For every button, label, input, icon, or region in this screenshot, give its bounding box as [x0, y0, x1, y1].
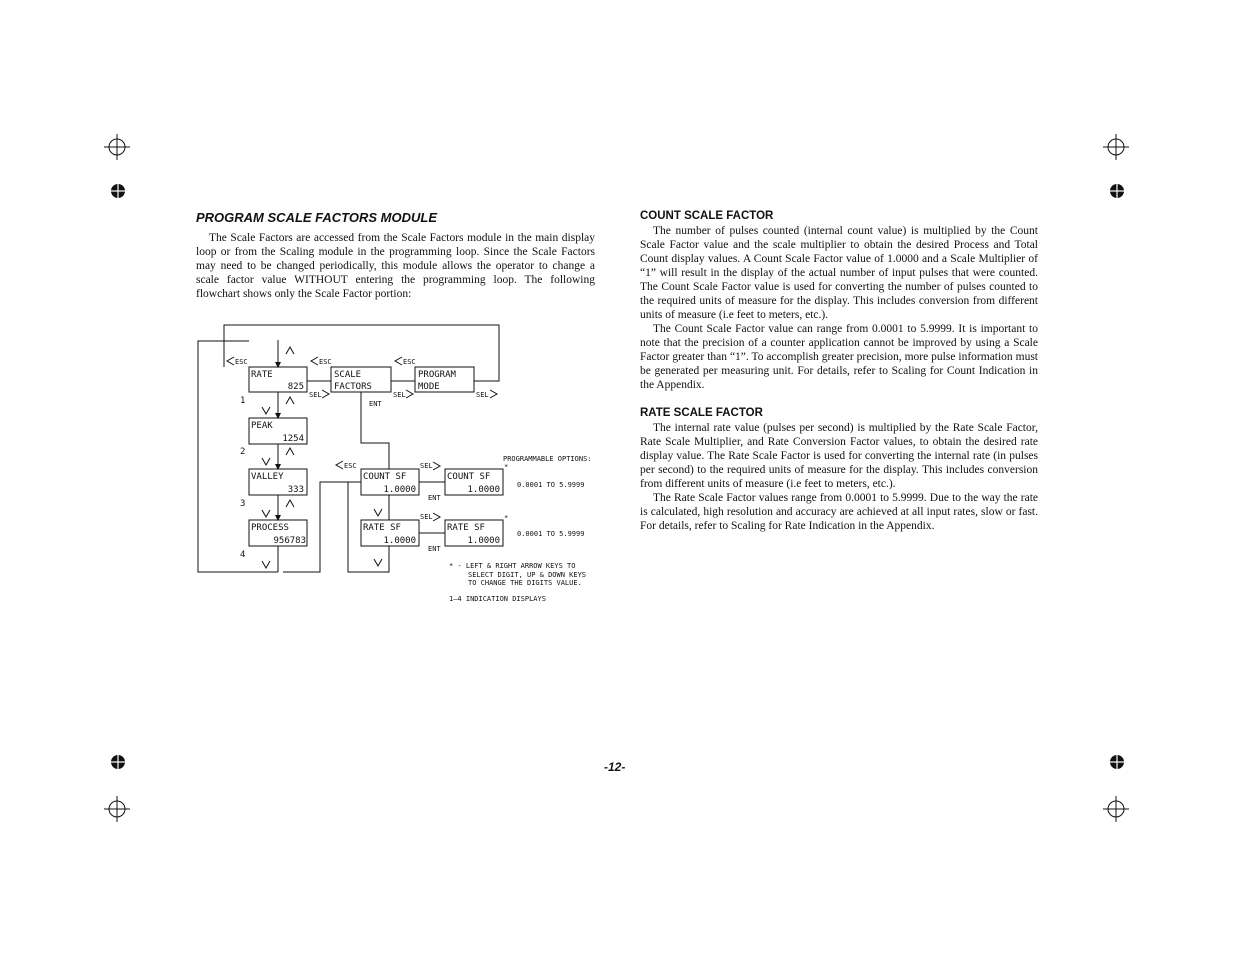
- esc-key-label: ESC: [235, 358, 248, 366]
- count-sf-edit-value: 1.0000: [467, 485, 500, 495]
- ent-key-label: ENT: [369, 400, 382, 408]
- registration-dot-top-right: [1109, 183, 1125, 199]
- display-number-2: 2: [240, 447, 246, 457]
- down-chevron-icon: [374, 559, 382, 566]
- process-label: PROCESS: [251, 523, 289, 533]
- mode-label: MODE: [418, 382, 440, 392]
- sel-key-label: SEL: [420, 462, 433, 470]
- up-chevron-icon: [286, 347, 294, 354]
- scale-factor-flowchart: [190, 318, 610, 610]
- count-range-label: 0.0001 TO 5.9999: [517, 481, 585, 489]
- count-paragraph-2: The Count Scale Factor value can range from 0.0001 to 5.9999. It is important to note that the precision of a counter application cannot be improved by using a Scale Factor greater than “1”. To accomplish greater precision, more pulse information must be generated per measuring unit. For details, refer to Scaling for Count Indication in the Appendix.: [640, 323, 1038, 391]
- right-chevron-icon: [322, 390, 329, 398]
- down-chevron-icon: [262, 561, 270, 568]
- note-line-3: TO CHANGE THE DIGITS VALUE.: [468, 579, 582, 587]
- note-line-1: * - LEFT & RIGHT ARROW KEYS TO: [449, 562, 576, 570]
- crosshair-mark-top-right: [1103, 134, 1129, 160]
- page-number: -12-: [604, 760, 626, 774]
- note-line-2: SELECT DIGIT, UP & DOWN KEYS: [468, 571, 587, 579]
- right-chevron-icon: [433, 513, 440, 521]
- sel-key-label: SEL: [393, 391, 406, 399]
- left-chevron-icon: [395, 357, 402, 365]
- rate-paragraph-1: The internal rate value (pulses per second) is multiplied by the Rate Scale Factor, Rate Scale Multiplier, and Rate Conversion Factor values, to obtain the desired rate display value. The Rate Scale Factor is used for converting the internal rate (in pulses per second) to the required units of measure for the display. This includes conversion from different units of measure (i.e feet to meters, etc.).: [640, 422, 1038, 490]
- sel-key-label: SEL: [420, 513, 433, 521]
- ent-key-label: ENT: [428, 545, 441, 553]
- scale-label: SCALE: [334, 370, 362, 380]
- registration-dot-bottom-right: [1109, 754, 1125, 770]
- count-paragraph-1: The number of pulses counted (internal count value) is multiplied by the Count Scale Factor value and the scale multiplier to obtain the desired Process and Total Count display values. A Count Scale Factor value of 1.0000 and a Scale Multiplier of “1” will result in the display of the actual number of input pulses that were counted. The Count Scale Factor value is used for converting the number of pulses counted to the required units of measure for the display. This includes conversion from different units of measure (i.e feet to meters, etc.).: [640, 225, 1038, 321]
- factors-label: FACTORS: [334, 382, 372, 392]
- crosshair-mark-bottom-left: [104, 796, 130, 822]
- peak-value: 1254: [282, 434, 304, 444]
- program-label: PROGRAM: [418, 370, 456, 380]
- up-chevron-icon: [286, 397, 294, 404]
- peak-label: PEAK: [251, 421, 273, 431]
- asterisk-label: *: [504, 463, 509, 471]
- rate-section: [640, 421, 1038, 533]
- esc-key-label: ESC: [344, 462, 357, 470]
- left-column: [196, 231, 595, 301]
- count-sf-value: 1.0000: [383, 485, 416, 495]
- sel-key-label: SEL: [309, 391, 322, 399]
- rate-label: RATE: [251, 370, 273, 380]
- rate-sf-edit-value: 1.0000: [467, 536, 500, 546]
- left-chevron-icon: [227, 357, 234, 365]
- display-number-1: 1: [240, 396, 246, 406]
- sel-key-label: SEL: [476, 391, 489, 399]
- crosshair-mark-bottom-right: [1103, 796, 1129, 822]
- indication-displays-note: 1—4 INDICATION DISPLAYS: [449, 595, 546, 603]
- rate-sf-edit-label: RATE SF: [447, 523, 485, 533]
- down-chevron-icon: [262, 458, 270, 465]
- display-number-4: 4: [240, 550, 246, 560]
- rate-sf-value: 1.0000: [383, 536, 416, 546]
- rate-range-label: 0.0001 TO 5.9999: [517, 530, 585, 538]
- down-chevron-icon: [262, 407, 270, 414]
- up-chevron-icon: [286, 448, 294, 455]
- left-chevron-icon: [336, 461, 343, 469]
- esc-key-label: ESC: [319, 358, 332, 366]
- right-chevron-icon: [433, 462, 440, 470]
- count-section: [640, 224, 1038, 392]
- count-sf-edit-label: COUNT SF: [447, 472, 491, 482]
- ent-key-label: ENT: [428, 494, 441, 502]
- left-chevron-icon: [311, 357, 318, 365]
- rate-value: 825: [287, 382, 304, 392]
- programmable-options-label: PROGRAMMABLE OPTIONS:: [503, 455, 592, 463]
- process-value: 956783: [273, 536, 306, 546]
- rate-paragraph-2: The Rate Scale Factor values range from 0.0001 to 5.9999. Due to the way the rate is calculated, high resolution and accuracy are achieved at all input rates, slow or fast. For details, refer to Scaling for Rate Indication in the Appendix.: [640, 492, 1038, 532]
- intro-paragraph: The Scale Factors are accessed from the Scale Factors module in the main display loop or from the Scaling module in the programming loop. Since the Scale Factors may need to be changed periodically, this module allows the operator to change a scale factor value WITHOUT entering the programming loop. The following flowchart shows only the Scale Factor portion:: [196, 232, 595, 300]
- asterisk-label: *: [504, 514, 509, 522]
- down-chevron-icon: [262, 510, 270, 517]
- valley-value: 333: [287, 485, 304, 495]
- registration-dot-top-left: [110, 183, 126, 199]
- rate-scale-factor-title: RATE SCALE FACTOR: [640, 407, 763, 419]
- registration-dot-bottom-left: [110, 754, 126, 770]
- valley-label: VALLEY: [251, 472, 284, 482]
- display-number-3: 3: [240, 499, 246, 509]
- down-chevron-icon: [374, 509, 382, 516]
- esc-key-label: ESC: [403, 358, 416, 366]
- module-title: PROGRAM SCALE FACTORS MODULE: [196, 210, 437, 225]
- rate-sf-label: RATE SF: [363, 523, 401, 533]
- up-chevron-icon: [286, 500, 294, 507]
- right-chevron-icon: [490, 390, 497, 398]
- count-scale-factor-title: COUNT SCALE FACTOR: [640, 210, 774, 222]
- right-chevron-icon: [406, 390, 413, 398]
- crosshair-mark-top-left: [104, 134, 130, 160]
- count-sf-label: COUNT SF: [363, 472, 407, 482]
